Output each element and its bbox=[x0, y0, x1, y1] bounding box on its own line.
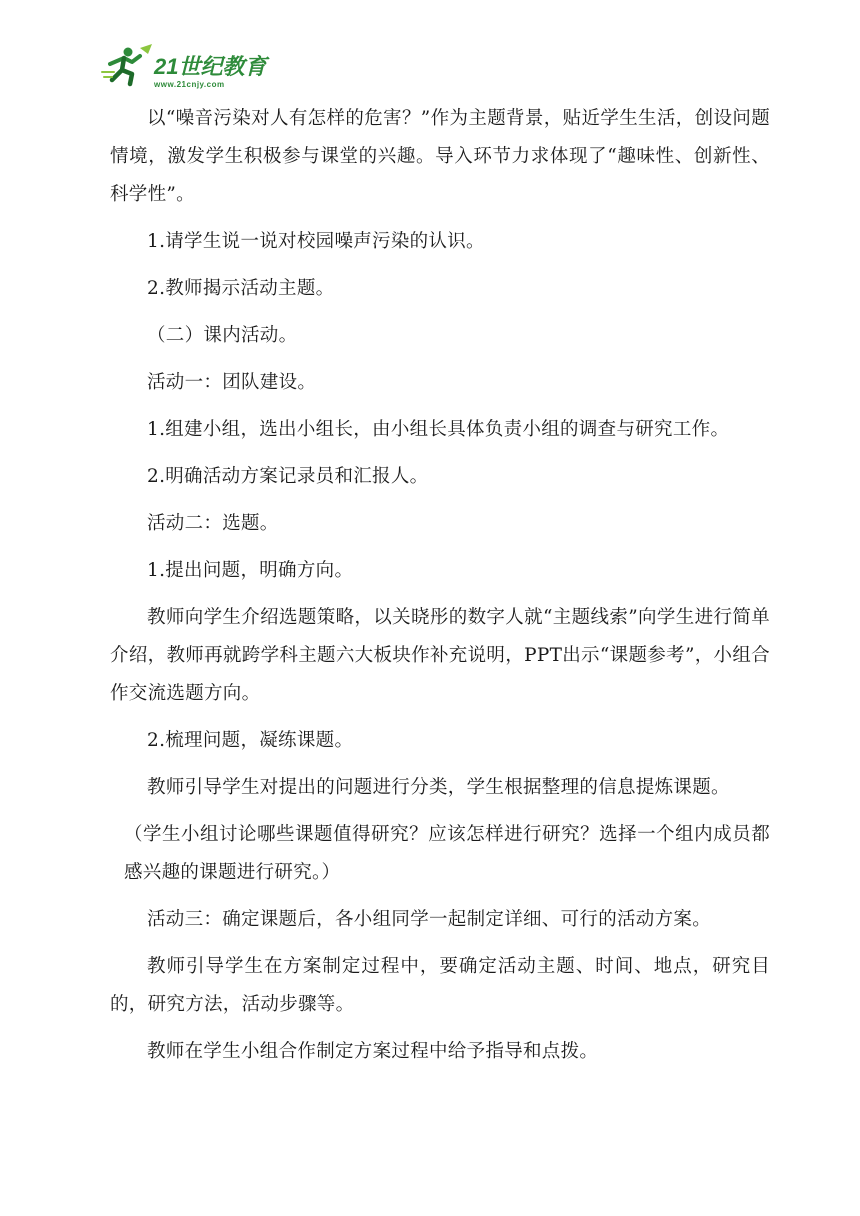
paragraph: 1.请学生说一说对校园噪声污染的认识。 bbox=[147, 231, 485, 252]
paragraph: （二）课内活动。 bbox=[147, 325, 298, 346]
paragraph: （学生小组讨论哪些课题值得研究？应该怎样进行研究？选择一个组内成员都感兴趣的课题进行研究。） bbox=[124, 824, 770, 883]
paragraph: 活动一：团队建设。 bbox=[147, 372, 317, 393]
paragraph: 2.梳理问题，凝练课题。 bbox=[147, 730, 354, 751]
paragraph: 教师引导学生对提出的问题进行分类，学生根据整理的信息提炼课题。 bbox=[147, 777, 730, 798]
paragraph: 活动三：确定课题后，各小组同学一起制定详细、可行的活动方案。 bbox=[147, 909, 712, 930]
paragraph: 2.明确活动方案记录员和汇报人。 bbox=[147, 466, 429, 487]
paragraph: 教师引导学生在方案制定过程中，要确定活动主题、时间、地点，研究目的，研究方法，活动步骤等。 bbox=[110, 956, 770, 1015]
paragraph: 教师在学生小组合作制定方案过程中给予指导和点拨。 bbox=[147, 1041, 599, 1062]
paragraph: 活动二：选题。 bbox=[147, 513, 279, 534]
site-logo bbox=[100, 42, 270, 92]
paragraph: 以“噪音污染对人有怎样的危害？”作为主题背景，贴近学生生活，创设问题情境，激发学生积极参与课堂的兴趣。导入环节力求体现了“趣味性、创新性、科学性”。 bbox=[110, 108, 770, 205]
document-body bbox=[110, 100, 770, 1080]
paragraph: 1.提出问题，明确方向。 bbox=[147, 560, 354, 581]
runner-logo-icon bbox=[100, 42, 270, 92]
paragraph: 1.组建小组，选出小组长，由小组长具体负责小组的调查与研究工作。 bbox=[147, 419, 730, 440]
paragraph: 2.教师揭示活动主题。 bbox=[147, 278, 335, 299]
logo-url: www.21cnjy.com bbox=[154, 80, 225, 89]
logo-text: 21世纪教育 bbox=[154, 54, 267, 79]
paragraph: 教师向学生介绍选题策略，以关晓彤的数字人就“主题线索”向学生进行简单介绍，教师再就跨学科主题六大板块作补充说明，PPT出示“课题参考”，小组合作交流选题方向。 bbox=[110, 607, 770, 704]
